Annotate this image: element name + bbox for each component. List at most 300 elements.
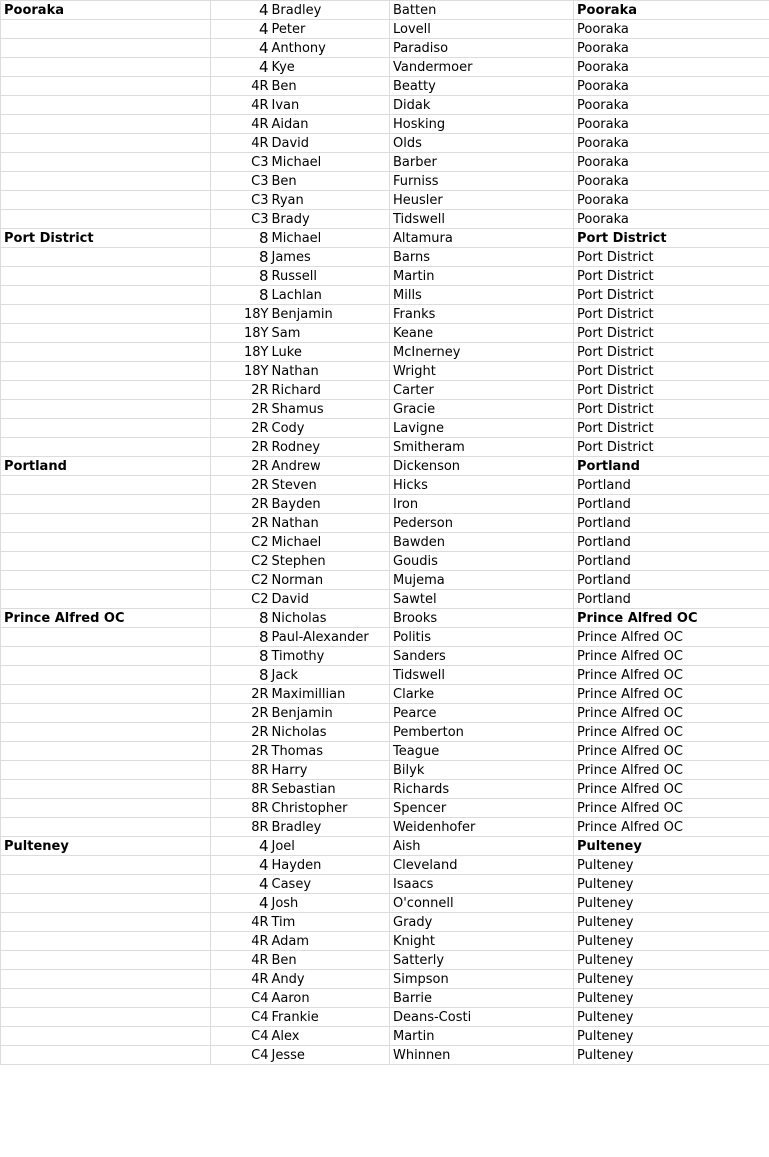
team-cell: Pulteney (574, 875, 769, 894)
table-row (1, 343, 769, 362)
table-row (1, 609, 769, 628)
team-cell: Portland (574, 495, 769, 514)
grade-cell: 4 (211, 856, 269, 875)
team-cell: Prince Alfred OC (574, 723, 769, 742)
last-name-cell: Barrie (390, 989, 574, 1008)
team-cell: Portland (574, 552, 769, 571)
team-cell: Port District (574, 400, 769, 419)
last-name-cell: Goudis (390, 552, 574, 571)
table-row (1, 419, 769, 438)
club-cell (1, 20, 211, 39)
table-row (1, 20, 769, 39)
team-cell: Portland (574, 514, 769, 533)
club-cell (1, 742, 211, 761)
first-name-cell: Norman (269, 571, 390, 590)
club-cell (1, 818, 211, 837)
team-cell: Prince Alfred OC (574, 704, 769, 723)
table-row (1, 761, 769, 780)
first-name-cell: Bradley (269, 818, 390, 837)
table-row (1, 58, 769, 77)
club-cell (1, 191, 211, 210)
last-name-cell: Weidenhofer (390, 818, 574, 837)
first-name-cell: Harry (269, 761, 390, 780)
table-row (1, 799, 769, 818)
team-cell: Port District (574, 286, 769, 305)
table-row (1, 172, 769, 191)
first-name-cell: Alex (269, 1027, 390, 1046)
club-cell (1, 875, 211, 894)
club-cell (1, 552, 211, 571)
club-cell (1, 210, 211, 229)
team-cell: Pulteney (574, 951, 769, 970)
grade-cell: 4R (211, 932, 269, 951)
team-cell: Port District (574, 248, 769, 267)
club-cell: Prince Alfred OC (1, 609, 211, 628)
club-cell (1, 134, 211, 153)
team-cell: Prince Alfred OC (574, 666, 769, 685)
club-cell (1, 723, 211, 742)
grade-cell: 18Y (211, 305, 269, 324)
grade-cell: 2R (211, 704, 269, 723)
grade-cell: 2R (211, 495, 269, 514)
roster-body (1, 1, 769, 1065)
grade-cell: C3 (211, 210, 269, 229)
team-cell: Pooraka (574, 134, 769, 153)
first-name-cell: David (269, 134, 390, 153)
grade-cell: 8R (211, 761, 269, 780)
table-row (1, 742, 769, 761)
grade-cell: 18Y (211, 343, 269, 362)
team-cell: Prince Alfred OC (574, 685, 769, 704)
grade-cell: 4R (211, 913, 269, 932)
club-cell (1, 970, 211, 989)
grade-cell: C3 (211, 172, 269, 191)
grade-cell: C2 (211, 552, 269, 571)
club-cell: Pulteney (1, 837, 211, 856)
club-cell (1, 1008, 211, 1027)
first-name-cell: Stephen (269, 552, 390, 571)
last-name-cell: Hosking (390, 115, 574, 134)
team-cell: Pooraka (574, 191, 769, 210)
first-name-cell: Luke (269, 343, 390, 362)
team-cell: Pulteney (574, 1008, 769, 1027)
club-cell (1, 1027, 211, 1046)
team-cell: Port District (574, 438, 769, 457)
last-name-cell: Pederson (390, 514, 574, 533)
table-row (1, 666, 769, 685)
first-name-cell: Benjamin (269, 305, 390, 324)
table-row (1, 267, 769, 286)
club-cell (1, 39, 211, 58)
first-name-cell: Ben (269, 77, 390, 96)
club-cell (1, 533, 211, 552)
first-name-cell: Sebastian (269, 780, 390, 799)
table-row (1, 96, 769, 115)
first-name-cell: Nathan (269, 514, 390, 533)
team-cell: Prince Alfred OC (574, 780, 769, 799)
table-row (1, 533, 769, 552)
club-cell (1, 495, 211, 514)
club-cell (1, 894, 211, 913)
team-cell: Port District (574, 267, 769, 286)
first-name-cell: Bradley (269, 1, 390, 20)
club-cell (1, 248, 211, 267)
club-cell (1, 647, 211, 666)
grade-cell: 8 (211, 248, 269, 267)
club-cell (1, 58, 211, 77)
team-cell: Pooraka (574, 1, 769, 20)
team-cell: Pooraka (574, 172, 769, 191)
last-name-cell: Grady (390, 913, 574, 932)
last-name-cell: Franks (390, 305, 574, 324)
table-row (1, 476, 769, 495)
table-row (1, 77, 769, 96)
grade-cell: 4 (211, 837, 269, 856)
table-row (1, 837, 769, 856)
table-row (1, 1008, 769, 1027)
table-row (1, 438, 769, 457)
club-cell (1, 381, 211, 400)
first-name-cell: Maximillian (269, 685, 390, 704)
team-cell: Port District (574, 419, 769, 438)
grade-cell: C4 (211, 1046, 269, 1065)
club-cell (1, 514, 211, 533)
table-row (1, 913, 769, 932)
club-cell (1, 96, 211, 115)
first-name-cell: David (269, 590, 390, 609)
last-name-cell: O'connell (390, 894, 574, 913)
table-row (1, 381, 769, 400)
club-cell (1, 799, 211, 818)
team-cell: Portland (574, 457, 769, 476)
first-name-cell: Casey (269, 875, 390, 894)
grade-cell: 4 (211, 20, 269, 39)
last-name-cell: Bawden (390, 533, 574, 552)
team-cell: Port District (574, 305, 769, 324)
first-name-cell: Shamus (269, 400, 390, 419)
team-cell: Pulteney (574, 1046, 769, 1065)
team-cell: Pulteney (574, 932, 769, 951)
table-row (1, 590, 769, 609)
team-cell: Pooraka (574, 153, 769, 172)
last-name-cell: Lavigne (390, 419, 574, 438)
grade-cell: 8R (211, 818, 269, 837)
grade-cell: 4R (211, 77, 269, 96)
grade-cell: 4 (211, 875, 269, 894)
last-name-cell: Furniss (390, 172, 574, 191)
grade-cell: 8 (211, 666, 269, 685)
first-name-cell: Kye (269, 58, 390, 77)
first-name-cell: Ben (269, 172, 390, 191)
last-name-cell: Brooks (390, 609, 574, 628)
first-name-cell: Lachlan (269, 286, 390, 305)
last-name-cell: Aish (390, 837, 574, 856)
grade-cell: C2 (211, 590, 269, 609)
first-name-cell: Steven (269, 476, 390, 495)
team-cell: Pulteney (574, 894, 769, 913)
table-row (1, 875, 769, 894)
first-name-cell: Sam (269, 324, 390, 343)
grade-cell: 2R (211, 457, 269, 476)
club-cell (1, 324, 211, 343)
club-cell (1, 666, 211, 685)
last-name-cell: Richards (390, 780, 574, 799)
first-name-cell: Andrew (269, 457, 390, 476)
table-row (1, 856, 769, 875)
last-name-cell: Mujema (390, 571, 574, 590)
last-name-cell: Keane (390, 324, 574, 343)
first-name-cell: Nicholas (269, 609, 390, 628)
table-row (1, 628, 769, 647)
table-row (1, 514, 769, 533)
grade-cell: 2R (211, 723, 269, 742)
last-name-cell: Satterly (390, 951, 574, 970)
first-name-cell: Joel (269, 837, 390, 856)
last-name-cell: Pemberton (390, 723, 574, 742)
team-cell: Prince Alfred OC (574, 799, 769, 818)
table-row (1, 115, 769, 134)
last-name-cell: Martin (390, 1027, 574, 1046)
first-name-cell: Christopher (269, 799, 390, 818)
grade-cell: 8R (211, 799, 269, 818)
first-name-cell: Michael (269, 229, 390, 248)
first-name-cell: Richard (269, 381, 390, 400)
last-name-cell: Altamura (390, 229, 574, 248)
last-name-cell: Paradiso (390, 39, 574, 58)
team-cell: Pooraka (574, 58, 769, 77)
team-cell: Pulteney (574, 989, 769, 1008)
table-row (1, 400, 769, 419)
table-row (1, 153, 769, 172)
club-cell (1, 951, 211, 970)
grade-cell: 4 (211, 58, 269, 77)
grade-cell: 4 (211, 1, 269, 20)
last-name-cell: Clarke (390, 685, 574, 704)
first-name-cell: Michael (269, 533, 390, 552)
table-row (1, 989, 769, 1008)
club-cell (1, 704, 211, 723)
first-name-cell: Hayden (269, 856, 390, 875)
team-cell: Pulteney (574, 913, 769, 932)
grade-cell: C3 (211, 191, 269, 210)
first-name-cell: Jack (269, 666, 390, 685)
grade-cell: 8 (211, 229, 269, 248)
club-cell (1, 1046, 211, 1065)
grade-cell: 4R (211, 951, 269, 970)
last-name-cell: Bilyk (390, 761, 574, 780)
table-row (1, 780, 769, 799)
club-cell: Portland (1, 457, 211, 476)
first-name-cell: Peter (269, 20, 390, 39)
table-row (1, 704, 769, 723)
team-cell: Pulteney (574, 856, 769, 875)
team-cell: Prince Alfred OC (574, 818, 769, 837)
last-name-cell: Knight (390, 932, 574, 951)
grade-cell: 2R (211, 400, 269, 419)
last-name-cell: Lovell (390, 20, 574, 39)
last-name-cell: Dickenson (390, 457, 574, 476)
table-row (1, 286, 769, 305)
last-name-cell: Batten (390, 1, 574, 20)
team-cell: Pulteney (574, 837, 769, 856)
grade-cell: C4 (211, 989, 269, 1008)
table-row (1, 723, 769, 742)
first-name-cell: Cody (269, 419, 390, 438)
last-name-cell: Barns (390, 248, 574, 267)
grade-cell: 8 (211, 647, 269, 666)
table-row (1, 248, 769, 267)
last-name-cell: Sanders (390, 647, 574, 666)
team-cell: Port District (574, 381, 769, 400)
club-cell (1, 685, 211, 704)
last-name-cell: Olds (390, 134, 574, 153)
team-cell: Pulteney (574, 970, 769, 989)
first-name-cell: Rodney (269, 438, 390, 457)
first-name-cell: Thomas (269, 742, 390, 761)
team-cell: Prince Alfred OC (574, 761, 769, 780)
club-cell (1, 286, 211, 305)
last-name-cell: Didak (390, 96, 574, 115)
team-cell: Pooraka (574, 96, 769, 115)
table-row (1, 1, 769, 20)
grade-cell: 2R (211, 438, 269, 457)
table-row (1, 324, 769, 343)
first-name-cell: James (269, 248, 390, 267)
last-name-cell: Gracie (390, 400, 574, 419)
grade-cell: 8R (211, 780, 269, 799)
grade-cell: 2R (211, 381, 269, 400)
last-name-cell: Politis (390, 628, 574, 647)
first-name-cell: Aidan (269, 115, 390, 134)
first-name-cell: Timothy (269, 647, 390, 666)
first-name-cell: Ben (269, 951, 390, 970)
last-name-cell: Iron (390, 495, 574, 514)
first-name-cell: Josh (269, 894, 390, 913)
last-name-cell: Sawtel (390, 590, 574, 609)
last-name-cell: Hicks (390, 476, 574, 495)
last-name-cell: Carter (390, 381, 574, 400)
club-cell (1, 856, 211, 875)
team-cell: Portland (574, 476, 769, 495)
team-cell: Portland (574, 533, 769, 552)
grade-cell: C2 (211, 533, 269, 552)
table-row (1, 970, 769, 989)
team-cell: Prince Alfred OC (574, 609, 769, 628)
table-row (1, 229, 769, 248)
team-cell: Prince Alfred OC (574, 628, 769, 647)
table-row (1, 1046, 769, 1065)
club-cell (1, 115, 211, 134)
table-row (1, 362, 769, 381)
club-cell (1, 989, 211, 1008)
table-row (1, 134, 769, 153)
last-name-cell: Wright (390, 362, 574, 381)
team-cell: Port District (574, 229, 769, 248)
first-name-cell: Brady (269, 210, 390, 229)
club-cell (1, 571, 211, 590)
table-row (1, 571, 769, 590)
grade-cell: 8 (211, 628, 269, 647)
first-name-cell: Aaron (269, 989, 390, 1008)
grade-cell: 4R (211, 115, 269, 134)
club-cell (1, 362, 211, 381)
first-name-cell: Andy (269, 970, 390, 989)
table-row (1, 495, 769, 514)
grade-cell: 8 (211, 609, 269, 628)
grade-cell: 4R (211, 134, 269, 153)
last-name-cell: Smitheram (390, 438, 574, 457)
team-cell: Prince Alfred OC (574, 742, 769, 761)
team-cell: Pooraka (574, 115, 769, 134)
grade-cell: 2R (211, 476, 269, 495)
table-row (1, 191, 769, 210)
team-cell: Pooraka (574, 20, 769, 39)
club-cell (1, 780, 211, 799)
club-cell (1, 628, 211, 647)
club-cell (1, 590, 211, 609)
grade-cell: C4 (211, 1008, 269, 1027)
team-cell: Pooraka (574, 39, 769, 58)
first-name-cell: Benjamin (269, 704, 390, 723)
grade-cell: 4 (211, 894, 269, 913)
club-cell (1, 153, 211, 172)
table-row (1, 932, 769, 951)
club-cell (1, 476, 211, 495)
last-name-cell: Martin (390, 267, 574, 286)
first-name-cell: Nathan (269, 362, 390, 381)
table-row (1, 1027, 769, 1046)
last-name-cell: Isaacs (390, 875, 574, 894)
club-cell (1, 77, 211, 96)
last-name-cell: Deans-Costi (390, 1008, 574, 1027)
first-name-cell: Adam (269, 932, 390, 951)
team-cell: Portland (574, 590, 769, 609)
grade-cell: 18Y (211, 362, 269, 381)
club-cell (1, 438, 211, 457)
first-name-cell: Ivan (269, 96, 390, 115)
last-name-cell: McInerney (390, 343, 574, 362)
table-row (1, 305, 769, 324)
first-name-cell: Anthony (269, 39, 390, 58)
first-name-cell: Tim (269, 913, 390, 932)
table-row (1, 39, 769, 58)
last-name-cell: Heusler (390, 191, 574, 210)
last-name-cell: Whinnen (390, 1046, 574, 1065)
club-cell (1, 913, 211, 932)
first-name-cell: Paul-Alexander (269, 628, 390, 647)
first-name-cell: Ryan (269, 191, 390, 210)
grade-cell: 8 (211, 286, 269, 305)
team-cell: Prince Alfred OC (574, 647, 769, 666)
grade-cell: C3 (211, 153, 269, 172)
club-cell (1, 305, 211, 324)
grade-cell: C2 (211, 571, 269, 590)
last-name-cell: Tidswell (390, 666, 574, 685)
last-name-cell: Cleveland (390, 856, 574, 875)
club-cell (1, 400, 211, 419)
club-cell: Port District (1, 229, 211, 248)
first-name-cell: Nicholas (269, 723, 390, 742)
last-name-cell: Simpson (390, 970, 574, 989)
team-cell: Portland (574, 571, 769, 590)
grade-cell: 2R (211, 419, 269, 438)
table-row (1, 552, 769, 571)
club-cell (1, 172, 211, 191)
grade-cell: 4R (211, 96, 269, 115)
club-cell (1, 761, 211, 780)
team-cell: Pooraka (574, 77, 769, 96)
last-name-cell: Spencer (390, 799, 574, 818)
